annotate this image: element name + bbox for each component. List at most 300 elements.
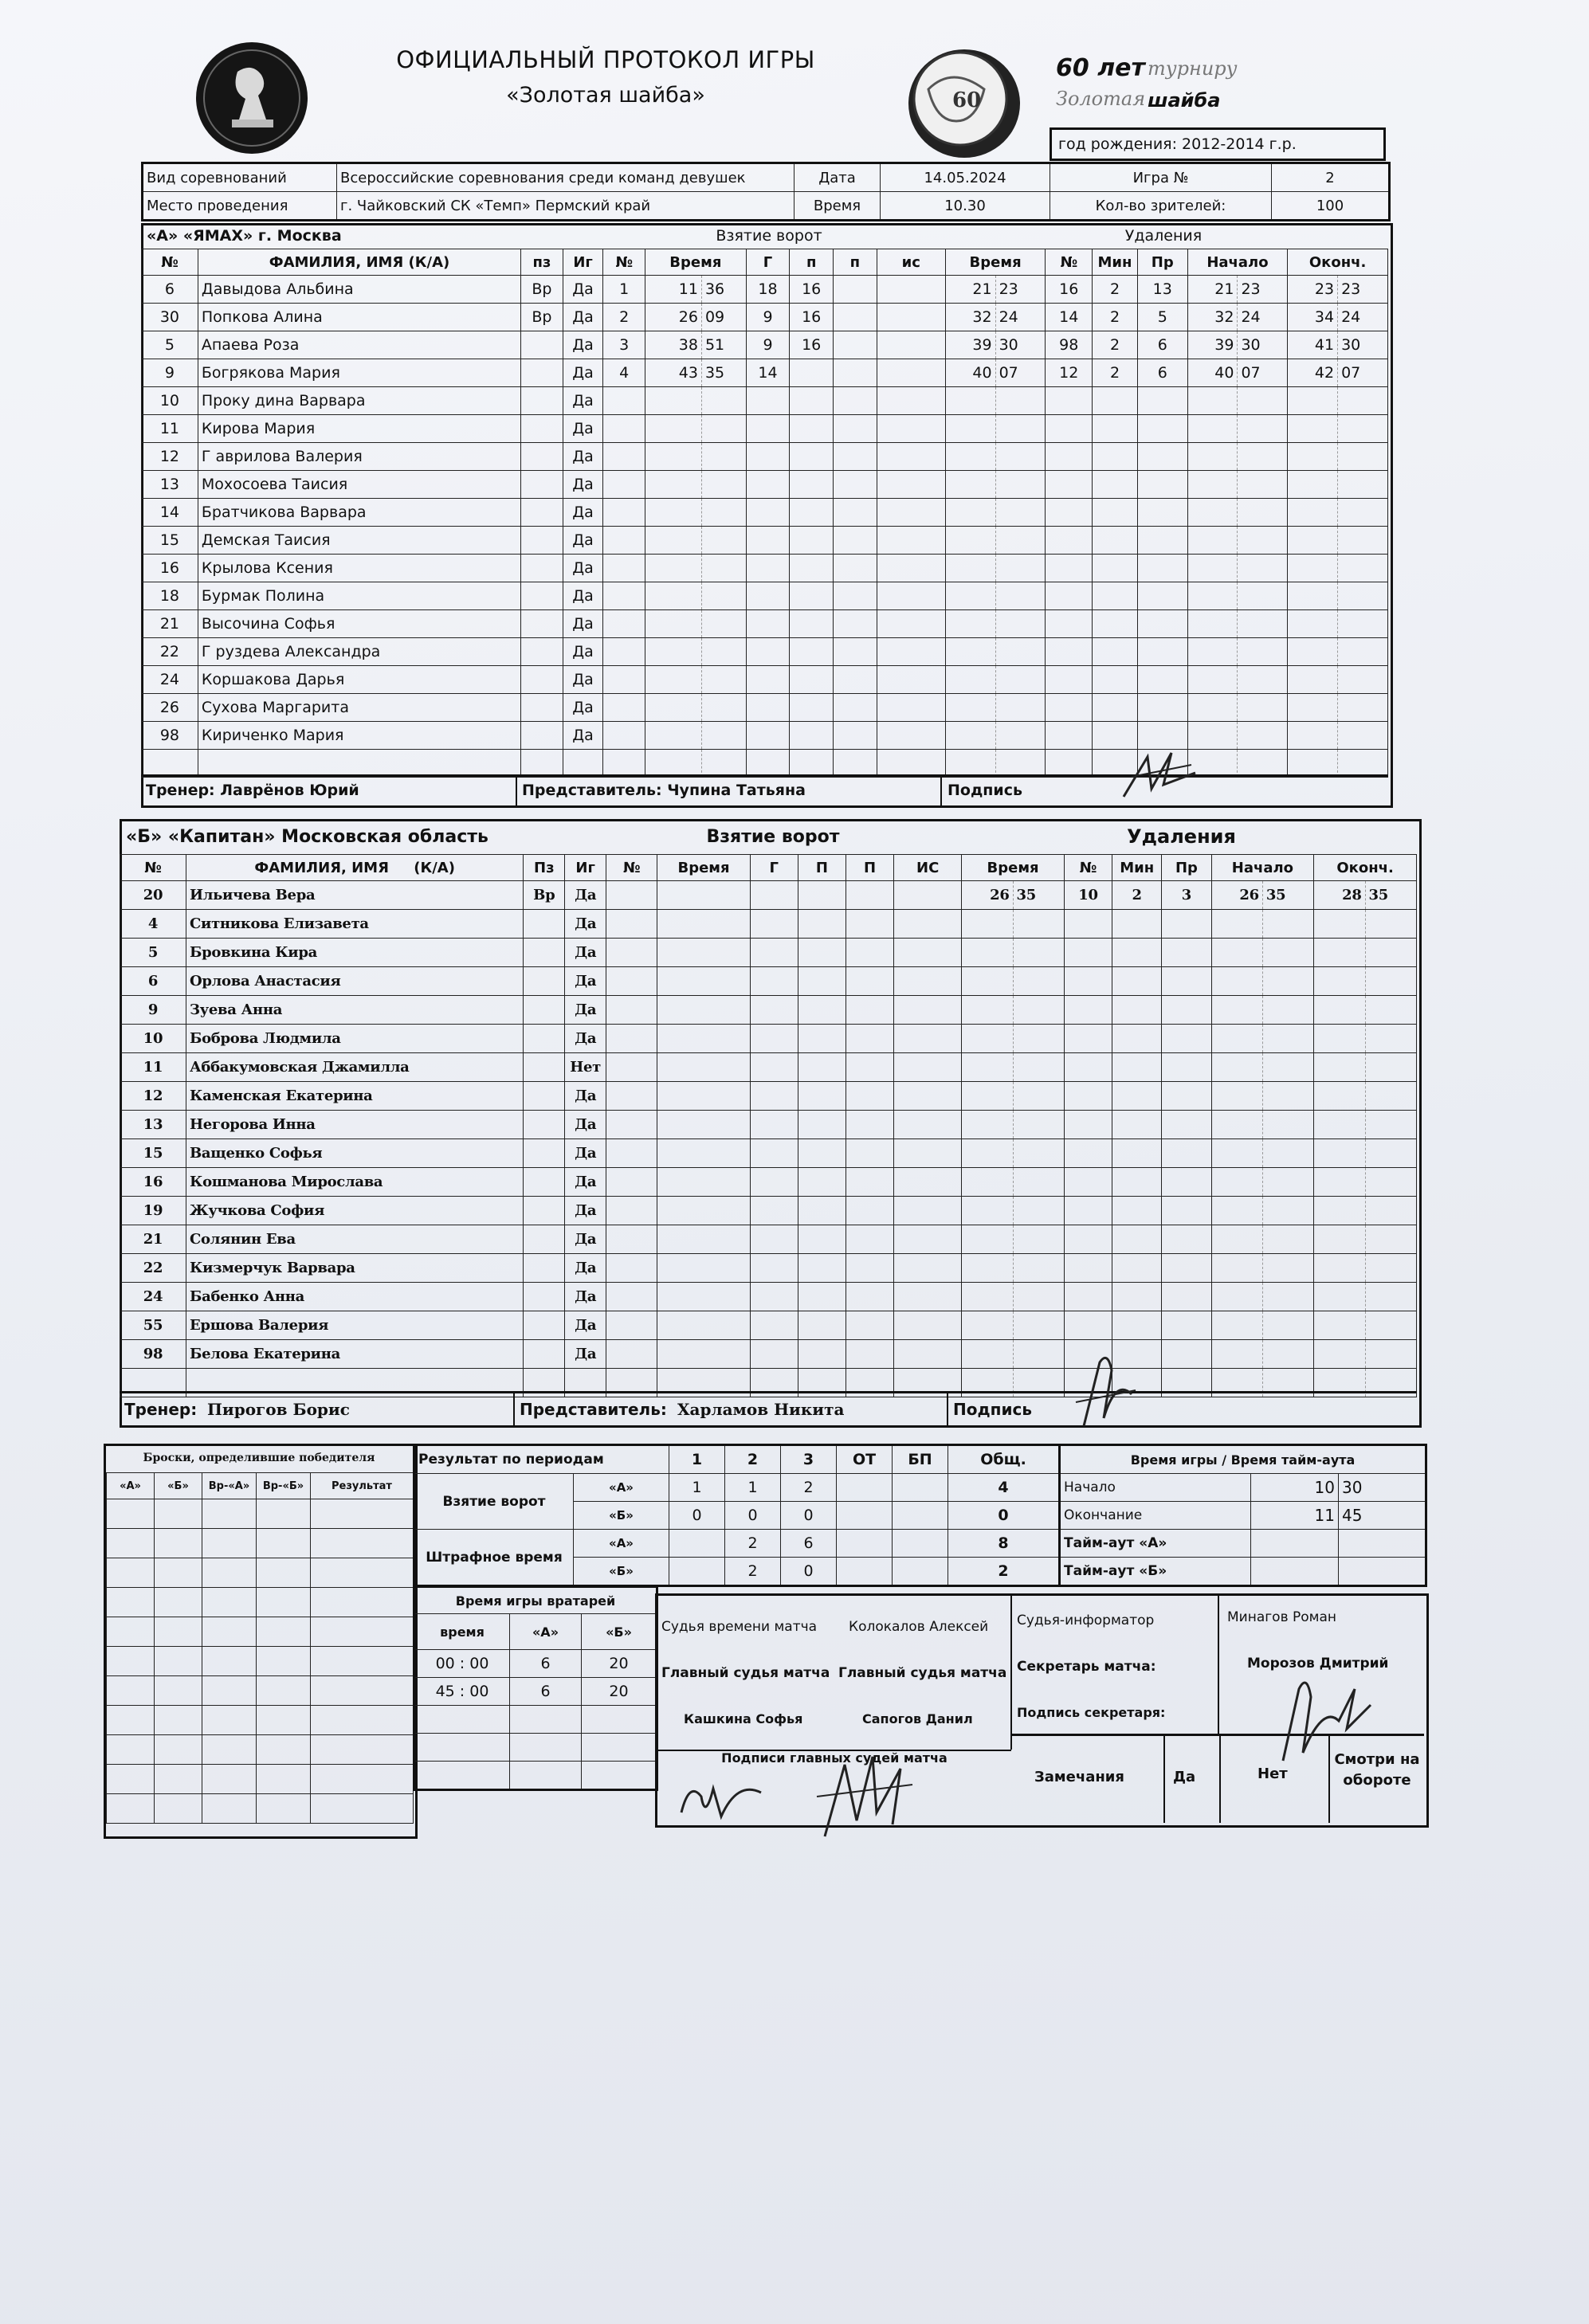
pen-reason — [1162, 996, 1211, 1025]
pen-end-sec: 30 — [1338, 331, 1388, 359]
table-row — [107, 1765, 414, 1794]
goal-assist-2 — [834, 499, 877, 527]
date-label: Дата — [794, 163, 881, 192]
goal-situation — [877, 331, 945, 359]
periods-col: ОТ — [837, 1445, 893, 1474]
pen-reason: 13 — [1137, 276, 1187, 304]
pen-end-min — [1314, 1197, 1365, 1225]
table-row — [142, 304, 1388, 331]
pen-time-min — [945, 582, 995, 610]
secretary-signature-icon — [1259, 1673, 1379, 1769]
player-number: 18 — [142, 582, 198, 610]
table-row — [142, 276, 1388, 304]
pen-end-min — [1314, 910, 1365, 939]
player-name: Кириченко Мария — [198, 722, 520, 750]
pen-reason — [1162, 1340, 1211, 1369]
player-number: 15 — [120, 1139, 186, 1168]
player-played: Да — [563, 304, 603, 331]
pen-start-sec: 30 — [1238, 331, 1288, 359]
team-b-pen-col: Начало — [1211, 855, 1314, 881]
goalies-title: Время игры вратарей — [414, 1587, 657, 1614]
goal-cell — [750, 1311, 798, 1340]
player-name: Бурмак Полина — [198, 582, 520, 610]
pen-time-min — [962, 967, 1013, 996]
pen-reason — [1137, 499, 1187, 527]
pen-start-min — [1211, 1225, 1262, 1254]
team-b-goal-col: П — [846, 855, 893, 881]
pen-start-min: 39 — [1187, 331, 1238, 359]
pen-time-sec — [995, 582, 1046, 610]
player-played: Да — [563, 443, 603, 471]
team-a-col-name: ФАМИЛИЯ, ИМЯ (К/А) — [198, 249, 520, 276]
pen-minutes — [1093, 443, 1138, 471]
team-b-signature-icon — [1068, 1346, 1140, 1434]
pen-end-min — [1314, 1025, 1365, 1053]
pen-time-min — [962, 1168, 1013, 1197]
pen-start-min — [1211, 967, 1262, 996]
goal-assist-1: 16 — [790, 331, 834, 359]
periods-tag-a: «А» — [574, 1474, 669, 1502]
player-number: 30 — [142, 304, 198, 331]
goal-cell — [657, 1025, 750, 1053]
goal-cell — [750, 996, 798, 1025]
pen-minutes — [1093, 666, 1138, 694]
goal-number — [603, 387, 645, 415]
shootout-cell — [202, 1706, 257, 1735]
player-played: Да — [563, 722, 603, 750]
player-played: Да — [563, 582, 603, 610]
team-a-goal-col: Г — [746, 249, 790, 276]
goal-cell — [657, 881, 750, 910]
player-number: 12 — [142, 443, 198, 471]
goal-cell — [798, 1025, 846, 1053]
timeout-a-label: Тайм-аут «А» — [1060, 1530, 1251, 1558]
pen-minutes — [1093, 471, 1138, 499]
table-row — [107, 1499, 414, 1529]
team-b-col-ig: Иг — [565, 855, 606, 881]
goal-number: 2 — [603, 304, 645, 331]
goal-cell — [894, 1340, 962, 1369]
player-number: 22 — [142, 638, 198, 666]
pen-start-min — [1211, 1025, 1262, 1053]
table-row — [120, 967, 1417, 996]
player-name: Белова Екатерина — [186, 1340, 524, 1369]
goal-situation — [877, 304, 945, 331]
table-row — [142, 555, 1388, 582]
team-a-goal-col: № — [603, 249, 645, 276]
pen-minutes — [1093, 499, 1138, 527]
goal-cell — [798, 1111, 846, 1139]
pen-start-sec — [1238, 750, 1288, 778]
player-number: 19 — [120, 1197, 186, 1225]
goal-cell — [606, 881, 657, 910]
goal-assist-1 — [790, 666, 834, 694]
goal-assist-1 — [790, 638, 834, 666]
pen-player-number — [1064, 1111, 1112, 1139]
team-b-goals-title: Взятие ворот — [706, 827, 840, 847]
goal-assist-1 — [790, 610, 834, 638]
goal-cell — [894, 1254, 962, 1283]
venue-value: г. Чайковский СК «Темп» Пермский край — [337, 192, 794, 221]
goal-cell — [798, 881, 846, 910]
pen-end-sec — [1338, 527, 1388, 555]
player-name: Каменская Екатерина — [186, 1082, 524, 1111]
shootout-cell — [107, 1706, 155, 1735]
pen-minutes — [1093, 610, 1138, 638]
goal-minute: 43 — [645, 359, 702, 387]
player-played: Да — [565, 1168, 606, 1197]
table-row — [414, 1678, 657, 1706]
goal-cell — [894, 881, 962, 910]
goal-minute — [645, 555, 702, 582]
player-name: Крылова Ксения — [198, 555, 520, 582]
team-a-col-no: № — [142, 249, 198, 276]
goal-cell — [606, 1025, 657, 1053]
pen-time-sec — [1013, 996, 1064, 1025]
player-name: Высочина Софья — [198, 610, 520, 638]
goal-scorer: 9 — [746, 331, 790, 359]
table-row — [120, 1283, 1417, 1311]
goal-scorer — [746, 722, 790, 750]
head-ref-1: Кашкина Софья — [684, 1711, 803, 1726]
goal-cell — [750, 1053, 798, 1082]
pen-time-sec — [995, 666, 1046, 694]
goalie-a — [510, 1734, 582, 1762]
goal-cell — [606, 1168, 657, 1197]
player-position — [521, 582, 563, 610]
pen-reason — [1162, 1168, 1211, 1197]
anniversary-60-label: 60 лет — [1056, 54, 1145, 82]
goal-minute — [645, 666, 702, 694]
pen-time-sec — [1013, 1254, 1064, 1283]
pen-end-min — [1314, 1283, 1365, 1311]
goals-a-p3: 2 — [781, 1474, 837, 1502]
player-name: Солянин Ева — [186, 1225, 524, 1254]
player-played: Да — [563, 555, 603, 582]
goal-cell — [846, 1139, 893, 1168]
player-position — [521, 387, 563, 415]
goal-assist-2 — [834, 582, 877, 610]
pen-start-min — [1211, 1082, 1262, 1111]
player-played: Да — [565, 939, 606, 967]
goals-b-p3: 0 — [781, 1502, 837, 1530]
pen-start-min — [1211, 1053, 1262, 1082]
pen-start-sec: 35 — [1262, 881, 1313, 910]
player-number: 13 — [120, 1111, 186, 1139]
goal-cell — [750, 939, 798, 967]
periods-tag-b: «Б» — [574, 1558, 669, 1586]
goal-assist-1 — [790, 359, 834, 387]
player-position — [524, 1340, 565, 1369]
player-position — [524, 1197, 565, 1225]
goal-situation — [877, 415, 945, 443]
goal-minute — [645, 527, 702, 555]
goal-second — [701, 555, 746, 582]
player-position — [524, 1254, 565, 1283]
goal-second — [701, 471, 746, 499]
pen-player-number — [1046, 415, 1093, 443]
goal-cell — [798, 910, 846, 939]
pen-player-number — [1064, 1225, 1112, 1254]
goal-cell — [750, 1283, 798, 1311]
goal-assist-2 — [834, 415, 877, 443]
pen-time-sec: 07 — [995, 359, 1046, 387]
pen-start-min — [1187, 666, 1238, 694]
pen-end-sec — [1365, 939, 1416, 967]
pen-player-number — [1064, 1025, 1112, 1053]
timekeeper-label: Судья времени матча — [661, 1619, 818, 1635]
pen-a-p1 — [669, 1530, 725, 1558]
goal-assist-2 — [834, 443, 877, 471]
table-row — [107, 1558, 414, 1588]
goal-cell — [606, 1197, 657, 1225]
player-name: Братчикова Варвара — [198, 499, 520, 527]
player-position: Вр — [521, 304, 563, 331]
goal-cell — [657, 1283, 750, 1311]
player-number: 21 — [120, 1225, 186, 1254]
pen-end-sec — [1365, 1311, 1416, 1340]
puck-logo-icon — [904, 41, 1024, 161]
shootout-cell — [202, 1794, 257, 1824]
shootout-cell — [257, 1765, 311, 1794]
pen-player-number — [1064, 1082, 1112, 1111]
pen-start-min: 26 — [1211, 881, 1262, 910]
goal-cell — [606, 1254, 657, 1283]
goal-cell — [657, 1340, 750, 1369]
player-played: Да — [565, 996, 606, 1025]
pen-time-min — [945, 443, 995, 471]
pen-end-min — [1314, 1311, 1365, 1340]
game-no-label: Игра № — [1050, 163, 1272, 192]
pen-time-min — [962, 1139, 1013, 1168]
time-label: Время — [794, 192, 881, 221]
pen-start-min: 21 — [1187, 276, 1238, 304]
pen-player-number — [1064, 1139, 1112, 1168]
player-number: 10 — [142, 387, 198, 415]
pen-minutes — [1093, 694, 1138, 722]
player-position — [524, 996, 565, 1025]
goalies-col: «Б» — [582, 1614, 657, 1650]
periods-pen-label: Штрафное время — [414, 1530, 574, 1586]
pen-minutes — [1093, 582, 1138, 610]
pen-a-bp — [893, 1530, 948, 1558]
pen-reason — [1162, 1197, 1211, 1225]
shootout-cell — [155, 1558, 202, 1588]
goalie-a — [510, 1706, 582, 1734]
pen-start-sec — [1262, 939, 1313, 967]
pen-end-min — [1288, 499, 1338, 527]
shootout-cell — [202, 1765, 257, 1794]
table-row — [107, 1735, 414, 1765]
pen-reason — [1137, 582, 1187, 610]
goal-cell — [798, 967, 846, 996]
protocol-title: ОФИЦИАЛЬНЫЙ ПРОТОКОЛ ИГРЫ — [396, 46, 815, 73]
pen-minutes — [1093, 555, 1138, 582]
goal-scorer — [746, 387, 790, 415]
goal-cell — [750, 1225, 798, 1254]
table-row — [142, 359, 1388, 387]
pen-time-min — [962, 1340, 1013, 1369]
goal-scorer — [746, 694, 790, 722]
pen-start-sec — [1262, 1053, 1313, 1082]
remarks-label: Замечания — [1034, 1769, 1124, 1785]
shootout-col: «Б» — [155, 1473, 202, 1499]
pen-time-min — [945, 694, 995, 722]
pen-player-number: 12 — [1046, 359, 1093, 387]
pen-start-min — [1187, 722, 1238, 750]
pen-start-min: 32 — [1187, 304, 1238, 331]
player-played: Да — [565, 1082, 606, 1111]
pen-start-sec — [1238, 555, 1288, 582]
goalie-time — [414, 1762, 510, 1790]
table-row — [120, 1225, 1417, 1254]
player-played: Да — [565, 1340, 606, 1369]
table-row — [142, 527, 1388, 555]
pen-start-sec — [1262, 1111, 1313, 1139]
pen-start-sec — [1238, 443, 1288, 471]
goal-situation — [877, 610, 945, 638]
table-row — [120, 1111, 1417, 1139]
player-number: 10 — [120, 1025, 186, 1053]
player-played: Да — [563, 359, 603, 387]
pen-player-number — [1046, 443, 1093, 471]
goal-situation — [877, 359, 945, 387]
pen-player-number — [1046, 582, 1093, 610]
goal-cell — [894, 1197, 962, 1225]
goal-assist-1 — [790, 499, 834, 527]
pen-time-sec — [995, 499, 1046, 527]
pen-start-sec — [1262, 1254, 1313, 1283]
goalie-b: 20 — [582, 1678, 657, 1706]
pen-time-sec — [995, 555, 1046, 582]
team-a-pen-col: Оконч. — [1288, 249, 1388, 276]
goals-a-p2: 1 — [725, 1474, 781, 1502]
shootout-cell — [257, 1647, 311, 1676]
shootout-cell — [107, 1676, 155, 1706]
shootout-cell — [311, 1588, 414, 1617]
goal-second: 36 — [701, 276, 746, 304]
player-played: Нет — [565, 1053, 606, 1082]
goal-assist-1 — [790, 582, 834, 610]
pen-minutes: 2 — [1093, 359, 1138, 387]
team-b-pen-col: Время — [962, 855, 1065, 881]
pen-time-sec: 24 — [995, 304, 1046, 331]
goal-cell — [894, 967, 962, 996]
goal-scorer — [746, 750, 790, 778]
goal-situation — [877, 443, 945, 471]
goal-scorer — [746, 471, 790, 499]
goal-cell — [606, 910, 657, 939]
pen-minutes — [1112, 1025, 1162, 1053]
pen-end-min — [1288, 694, 1338, 722]
goal-cell — [894, 1025, 962, 1053]
table-row — [120, 1139, 1417, 1168]
pen-end-min — [1288, 415, 1338, 443]
player-played: Да — [563, 331, 603, 359]
table-row — [142, 666, 1388, 694]
goal-scorer: 18 — [746, 276, 790, 304]
player-position: Вр — [521, 276, 563, 304]
player-played: Да — [565, 1111, 606, 1139]
pen-end-min — [1288, 666, 1338, 694]
table-row — [107, 1529, 414, 1558]
pen-minutes — [1112, 1082, 1162, 1111]
pen-b-p2: 2 — [725, 1558, 781, 1586]
goal-cell — [750, 1025, 798, 1053]
goal-second: 09 — [701, 304, 746, 331]
goal-assist-1 — [790, 471, 834, 499]
goal-assist-2 — [834, 276, 877, 304]
shootout-cell — [155, 1706, 202, 1735]
table-row — [107, 1647, 414, 1676]
player-played: Да — [563, 387, 603, 415]
pen-a-p2: 2 — [725, 1530, 781, 1558]
table-row — [414, 1706, 657, 1734]
goal-second — [701, 638, 746, 666]
informer-label: Судья-информатор — [1017, 1613, 1155, 1628]
player-position — [524, 1283, 565, 1311]
pen-start-sec — [1262, 996, 1313, 1025]
goalies-col: «А» — [510, 1614, 582, 1650]
pen-end-min — [1314, 1082, 1365, 1111]
team-a-pen-col: Мин — [1093, 249, 1138, 276]
pen-start-min — [1187, 555, 1238, 582]
goal-cell — [798, 1197, 846, 1225]
team-a-pen-col: Начало — [1187, 249, 1288, 276]
team-b-pen-col: Оконч. — [1314, 855, 1417, 881]
goal-second — [701, 387, 746, 415]
shootout-cell — [257, 1558, 311, 1588]
player-name: Бровкина Кира — [186, 939, 524, 967]
pen-time-min: 32 — [945, 304, 995, 331]
goal-minute — [645, 499, 702, 527]
goals-b-bp — [893, 1502, 948, 1530]
pen-start-sec — [1262, 1139, 1313, 1168]
pen-reason — [1162, 1082, 1211, 1111]
shootout-cell — [257, 1735, 311, 1765]
goal-cell — [846, 1254, 893, 1283]
pen-reason — [1137, 694, 1187, 722]
table-row — [120, 1082, 1417, 1111]
player-number: 14 — [142, 499, 198, 527]
goal-assist-2 — [834, 555, 877, 582]
pen-time-sec — [1013, 1025, 1064, 1053]
player-name: Г аврилова Валерия — [198, 443, 520, 471]
team-b-sign-label: Подпись — [953, 1400, 1032, 1419]
team-a-pen-col: № — [1046, 249, 1093, 276]
anniversary-handwriting-2: Золотая — [1056, 88, 1146, 110]
player-played: Да — [563, 276, 603, 304]
periods-title: Результат по периодам — [414, 1445, 669, 1474]
anniversary-shaiba-label: шайба — [1148, 89, 1221, 112]
pen-start-sec — [1262, 1311, 1313, 1340]
team-a-goal-col: Время — [645, 249, 747, 276]
player-number: 6 — [120, 967, 186, 996]
player-position — [521, 443, 563, 471]
pen-time-sec — [995, 694, 1046, 722]
table-row — [120, 996, 1417, 1025]
shootout-cell — [257, 1499, 311, 1529]
team-a-col-pos: пз — [521, 249, 563, 276]
pen-player-number — [1064, 967, 1112, 996]
head-ref-label-1: Главный судья матча — [661, 1665, 830, 1681]
goal-minute — [645, 443, 702, 471]
player-name: Аббакумовская Джамилла — [186, 1053, 524, 1082]
gametime-start-h: 10 — [1251, 1474, 1339, 1502]
pen-end-sec — [1338, 694, 1388, 722]
head-ref-2: Сапогов Данил — [862, 1711, 973, 1726]
pen-start-min — [1187, 499, 1238, 527]
